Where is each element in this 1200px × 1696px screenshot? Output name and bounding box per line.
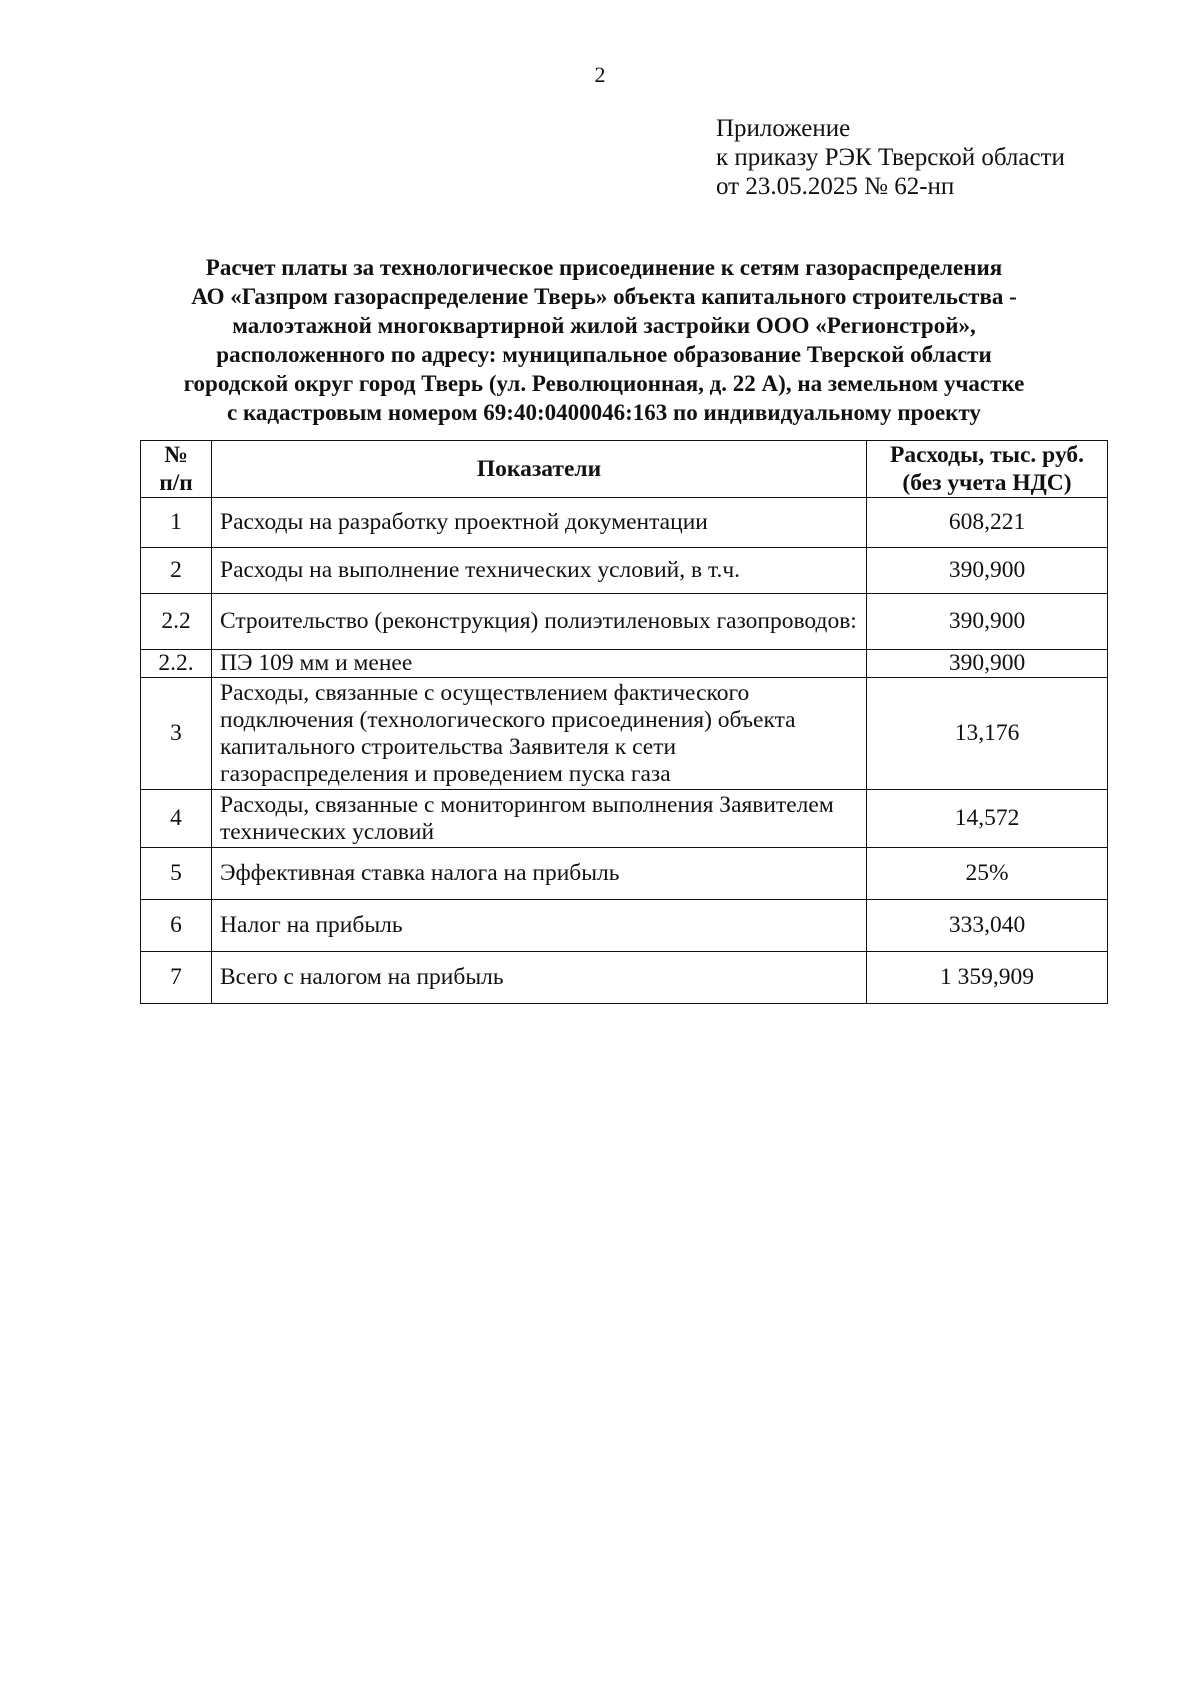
title-line: Расчет платы за технологическое присоединение к сетям газораспределения [205, 255, 1003, 280]
header-num-line1: № [164, 442, 188, 468]
table-row [141, 498, 1108, 548]
row-value: 390,900 [867, 650, 1108, 678]
header-value-line1: Расходы, тыс. руб. [889, 442, 1085, 468]
row-num: 2 [141, 548, 212, 594]
title-line: расположенного по адресу: муниципальное образование Тверской области [216, 342, 992, 367]
costs-table [140, 440, 1108, 1004]
row-indicator: Всего с налогом на прибыль [212, 952, 867, 1004]
appendix-header [716, 114, 1065, 201]
title-line: с кадастровым номером 69:40:0400046:163 по индивидуальному проекту [227, 400, 981, 425]
row-value: 333,040 [867, 900, 1108, 952]
table-row [141, 594, 1108, 650]
row-num: 5 [141, 848, 212, 900]
row-value: 390,900 [867, 594, 1108, 650]
table-row [141, 548, 1108, 594]
row-num: 2.2. [141, 650, 212, 678]
row-value: 14,572 [867, 790, 1108, 848]
row-indicator: Налог на прибыль [212, 900, 867, 952]
appendix-line: к приказу РЭК Тверской области [716, 144, 1065, 171]
row-value: 608,221 [867, 498, 1108, 548]
row-num: 3 [141, 678, 212, 790]
title-line: АО «Газпром газораспределение Тверь» объекта капитального строительства - [191, 284, 1017, 309]
row-value: 13,176 [867, 678, 1108, 790]
row-num: 1 [141, 498, 212, 548]
page-number: 2 [594, 62, 606, 87]
row-value: 25% [867, 848, 1108, 900]
appendix-line: от 23.05.2025 № 62-нп [716, 173, 955, 200]
table-row [141, 848, 1108, 900]
document-title [120, 253, 1088, 427]
row-value: 1 359,909 [867, 952, 1108, 1004]
header-num-line2: п/п [159, 470, 193, 496]
row-indicator: Строительство (реконструкция) полиэтиленовых газопроводов: [212, 594, 867, 650]
header-indicator: Показатели [212, 441, 867, 498]
row-indicator: Эффективная ставка налога на прибыль [212, 848, 867, 900]
header-num [141, 441, 212, 498]
table-row [141, 900, 1108, 952]
table-row [141, 952, 1108, 1004]
row-indicator: Расходы на выполнение технических условий, в т.ч. [212, 548, 867, 594]
row-value: 390,900 [867, 548, 1108, 594]
row-indicator: Расходы на разработку проектной документации [212, 498, 867, 548]
table-row [141, 650, 1108, 678]
row-num: 4 [141, 790, 212, 848]
title-line: малоэтажной многоквартирной жилой застройки ООО «Регионстрой», [232, 313, 976, 338]
header-value-line2: (без учета НДС) [902, 470, 1072, 496]
row-num: 2.2 [141, 594, 212, 650]
header-value [867, 441, 1108, 498]
row-indicator: Расходы, связанные с осуществлением фактического подключения (технологического присоединения) объекта капитального строительства Заявителя к сети газораспределения и проведением пуска газа [212, 678, 867, 790]
table-row [141, 790, 1108, 848]
table-row [141, 678, 1108, 790]
row-indicator: Расходы, связанные с мониторингом выполнения Заявителем технических условий [212, 790, 867, 848]
row-num: 6 [141, 900, 212, 952]
row-indicator: ПЭ 109 мм и менее [212, 650, 867, 678]
appendix-line: Приложение [716, 115, 851, 142]
title-line: городской округ город Тверь (ул. Революционная, д. 22 А), на земельном участке [183, 371, 1025, 396]
row-num: 7 [141, 952, 212, 1004]
table-header-row [141, 441, 1108, 498]
